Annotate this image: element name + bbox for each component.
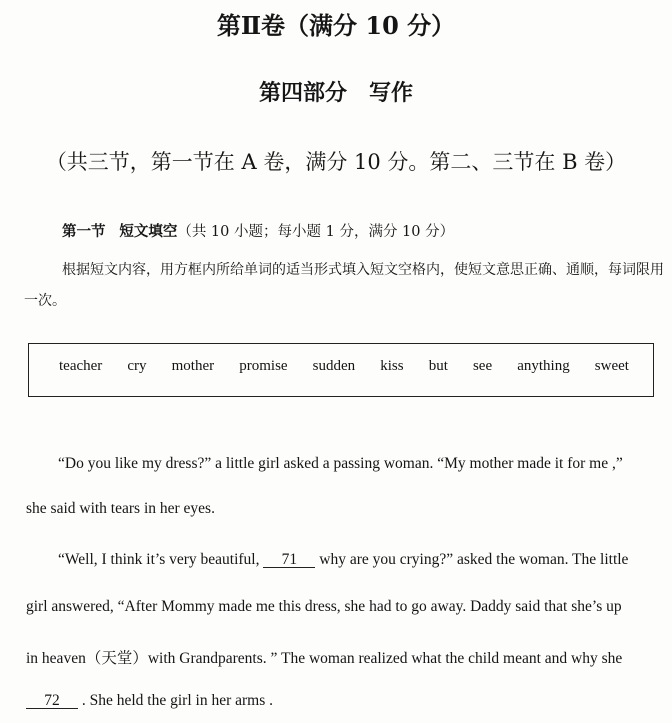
passage-line-6-text: . She held the girl in her arms .	[78, 692, 273, 709]
blank-72[interactable]: 72	[26, 693, 78, 709]
word-box-item: see	[472, 358, 493, 374]
word-box-item: anything	[517, 358, 570, 374]
passage-line-2: she said with tears in her eyes.	[26, 500, 215, 517]
section-note: （共三节，第一节在 A 卷，满分 10 分。第二、三节在 B 卷）	[45, 150, 627, 174]
passage-line-3-start: “Well, I think it’s very beautiful,	[58, 551, 264, 568]
section-heading: 第四部分 写作	[258, 80, 413, 106]
blank-71[interactable]: 71	[263, 552, 315, 568]
section1-title	[62, 220, 454, 241]
section1-scoring: （共 10 小题；每小题 1 分，满分 10 分）	[177, 224, 455, 240]
paper-part-heading: 第Ⅱ卷（满分 10 分）	[216, 11, 456, 40]
passage-line-3	[58, 551, 628, 569]
section1-label: 第一节	[62, 223, 106, 240]
passage-line-6	[26, 692, 273, 710]
word-box-item: but	[428, 358, 448, 374]
word-box-item: cry	[127, 358, 147, 374]
word-box-item: promise	[239, 358, 288, 374]
section1-instructions: 根据短文内容，用方框内所给单词的适当形式填入短文空格内，使短文意思正确、通顺，每词限用一次。	[24, 262, 664, 309]
section1-name: 短文填空	[119, 223, 178, 240]
passage-line-1: “Do you like my dress?” a little girl asked a passing woman. “My mother made it for me ,”	[58, 455, 623, 472]
word-box-item: kiss	[380, 358, 404, 374]
word-list	[59, 358, 629, 375]
passage-line-3-end: why are you crying?” asked the woman. The little	[315, 551, 629, 568]
passage-line-5: in heaven（天堂）with Grandparents. ” The woman realized what the child meant and why she	[26, 650, 623, 667]
word-box-item: mother	[171, 358, 215, 374]
word-box	[28, 343, 654, 397]
word-box-item: sweet	[594, 358, 629, 374]
word-box-item: teacher	[59, 358, 103, 374]
word-box-item: sudden	[312, 358, 356, 374]
passage-line-4: girl answered, “After Mommy made me this dress, she had to go away. Daddy said that she’s up	[26, 598, 622, 615]
